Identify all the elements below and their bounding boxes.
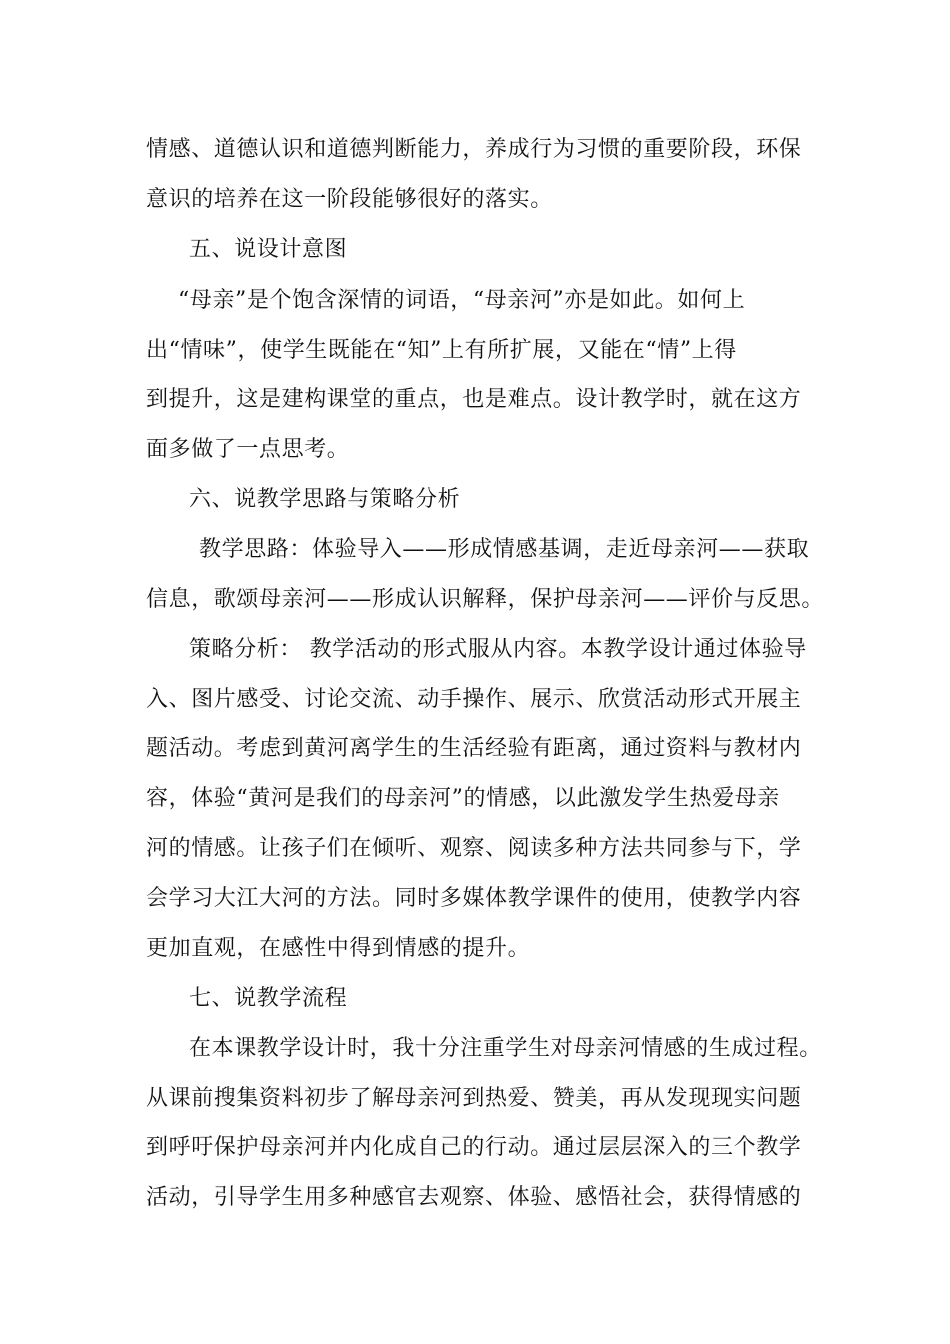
section-heading: 七、说教学流程 [189, 986, 348, 1011]
text-line: 从课前搜集资料初步了解母亲河到热爱、赞美，再从发现现实问题 [146, 1086, 802, 1111]
section-heading: 六、说教学思路与策略分析 [189, 487, 461, 512]
text-line: 到呼吁保护母亲河并内化成自己的行动。通过层层深入的三个教学 [146, 1135, 802, 1160]
text-line: 信息，歌颂母亲河——形成认识解释，保护母亲河——评价与反思。 [146, 587, 825, 612]
text-line: 入、图片感受、讨论交流、动手操作、展示、欣赏活动形式开展主 [146, 687, 802, 712]
text-line: “母亲”是个饱含深情的词语，“母亲河”亦是如此。如何上 [178, 288, 746, 313]
text-line: 策略分析： 教学活动的形式服从内容。本教学设计通过体验导 [189, 637, 807, 662]
text-line: 活动，引导学生用多种感官去观察、体验、感悟社会，获得情感的 [146, 1185, 802, 1210]
text-line: 会学习大江大河的方法。同时多媒体教学课件的使用，使教学内容 [146, 886, 802, 911]
text-line: 题活动。考虑到黄河离学生的生活经验有距离，通过资料与教材内 [146, 736, 802, 761]
text-line: 在本课教学设计时，我十分注重学生对母亲河情感的生成过程。 [189, 1036, 822, 1061]
text-line: 到提升，这是建构课堂的重点，也是难点。设计教学时，就在这方 [146, 387, 802, 412]
text-line: 容，体验“黄河是我们的母亲河”的情感，以此激发学生热爱母亲 [146, 786, 780, 811]
text-line: 教学思路：体验导入——形成情感基调，走近母亲河——获取 [199, 537, 810, 562]
text-line: 更加直观，在感性中得到情感的提升。 [146, 936, 531, 961]
text-line: 意识的培养在这一阶段能够很好的落实。 [146, 187, 553, 212]
text-line: 情感、道德认识和道德判断能力，养成行为习惯的重要阶段，环保 [146, 137, 802, 162]
text-line: 河的情感。让孩子们在倾听、观察、阅读多种方法共同参与下，学 [146, 836, 802, 861]
section-heading: 五、说设计意图 [189, 237, 348, 262]
text-line: 出“情味”，使学生既能在“知”上有所扩展，又能在“情”上得 [146, 338, 737, 363]
text-line: 面多做了一点思考。 [146, 437, 350, 462]
